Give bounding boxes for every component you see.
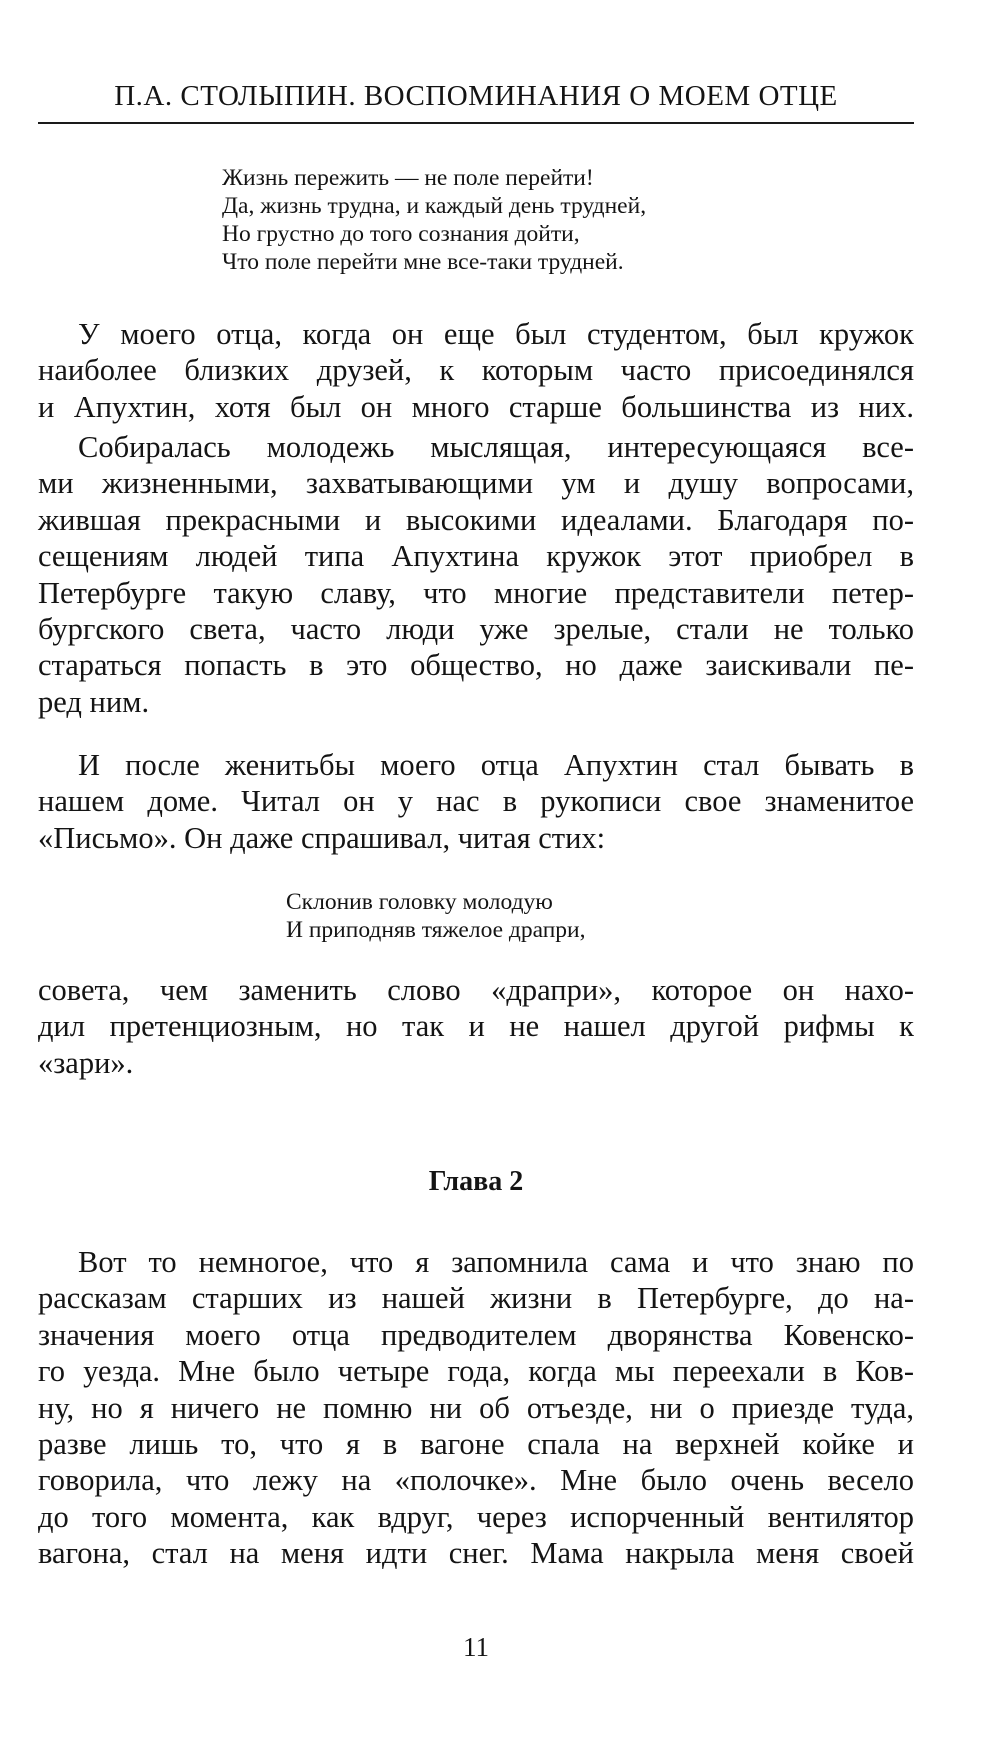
- text-line: жившая прекрасными и высокими идеалами. Благодаря по-: [38, 502, 914, 537]
- text-line: ну, но я ничего не помню ни об отъезде, ни о приезде туда,: [38, 1390, 914, 1425]
- text-line: Петербурге такую славу, что многие представители петер-: [38, 575, 914, 610]
- chapter-heading: Глава 2: [428, 1166, 524, 1197]
- verse-line: И приподняв тяжелое драпри,: [286, 917, 586, 943]
- verse-line: Склонив головку молодую: [286, 889, 553, 915]
- text-line: до того момента, как вдруг, через испорченный вентилятор: [38, 1499, 914, 1534]
- text-line: нашем доме. Читал он у нас в рукописи свое знаменитое: [38, 784, 914, 819]
- text-line: сещениям людей типа Апухтина кружок этот приобрел в: [38, 539, 914, 574]
- text-line: вагона, стал на меня идти снег. Мама накрыла меня своей: [38, 1536, 914, 1571]
- text-line: совета, чем заменить слово «драпри», которое он нахо-: [38, 973, 914, 1007]
- text-line: ми жизненными, захватывающими ум и душу вопросами,: [38, 466, 914, 501]
- text-line: и Апухтин, хотя был он много старше большинства из них.: [38, 389, 914, 424]
- text-line: Собиралась молодежь мыслящая, интересующаяся все-: [78, 430, 914, 464]
- text-line: И после женитьбы моего отца Апухтин стал бывать в: [78, 748, 914, 782]
- text-line: Вот то немногое, что я запомнила сама и что знаю по: [78, 1245, 914, 1279]
- paragraph-students-circle: [38, 316, 914, 425]
- text-line: значения моего отца предводителем дворянства Ковенско-: [38, 1317, 914, 1352]
- epigraph-verse: [222, 164, 646, 276]
- quoted-verse: [286, 888, 586, 944]
- paragraph-drapri-advice: [38, 972, 914, 1081]
- paragraph-apukhtin-visits: [38, 747, 914, 856]
- text-line: дил претенциозным, но так и не нашел другой рифмы к: [38, 1009, 914, 1044]
- verse-line: Да, жизнь трудна, и каждый день трудней,: [222, 193, 647, 219]
- page-number: 11: [463, 1632, 489, 1662]
- header-rule: [38, 122, 914, 124]
- text-line: говорила, что лежу на «полочке». Мне было очень весело: [38, 1463, 914, 1498]
- text-line: ред ним.: [38, 684, 150, 719]
- text-line: го уезда. Мне было четыре года, когда мы переехали в Ков-: [38, 1354, 914, 1389]
- paragraph-youth-gathering: [38, 429, 914, 720]
- text-line: стараться попасть в это общество, но даже заискивали пе-: [38, 648, 914, 683]
- verse-line: Что поле перейти мне все-таки трудней.: [222, 249, 624, 275]
- text-line: рассказам старших из нашей жизни в Петербурге, до на-: [38, 1281, 914, 1316]
- text-line: разве лишь то, что я в вагоне спала на верхней койке и: [38, 1426, 914, 1461]
- verse-line: Жизнь пережить — не поле перейти!: [222, 165, 594, 191]
- verse-line: Но грустно до того сознания дойти,: [222, 221, 580, 247]
- text-line: наиболее близких друзей, к которым часто присоединялся: [38, 353, 914, 388]
- text-line: бургского света, часто люди уже зрелые, стали не только: [38, 611, 914, 646]
- text-line: «зари».: [38, 1045, 134, 1080]
- text-line: У моего отца, когда он еще был студентом, был кружок: [78, 317, 914, 351]
- paragraph-petersburg-memories: [38, 1244, 914, 1572]
- text-line: «Письмо». Он даже спрашивал, читая стих:: [38, 820, 606, 855]
- running-header-title: П.А. СТОЛЫПИН. ВОСПОМИНАНИЯ О МОЕМ ОТЦЕ: [114, 80, 838, 112]
